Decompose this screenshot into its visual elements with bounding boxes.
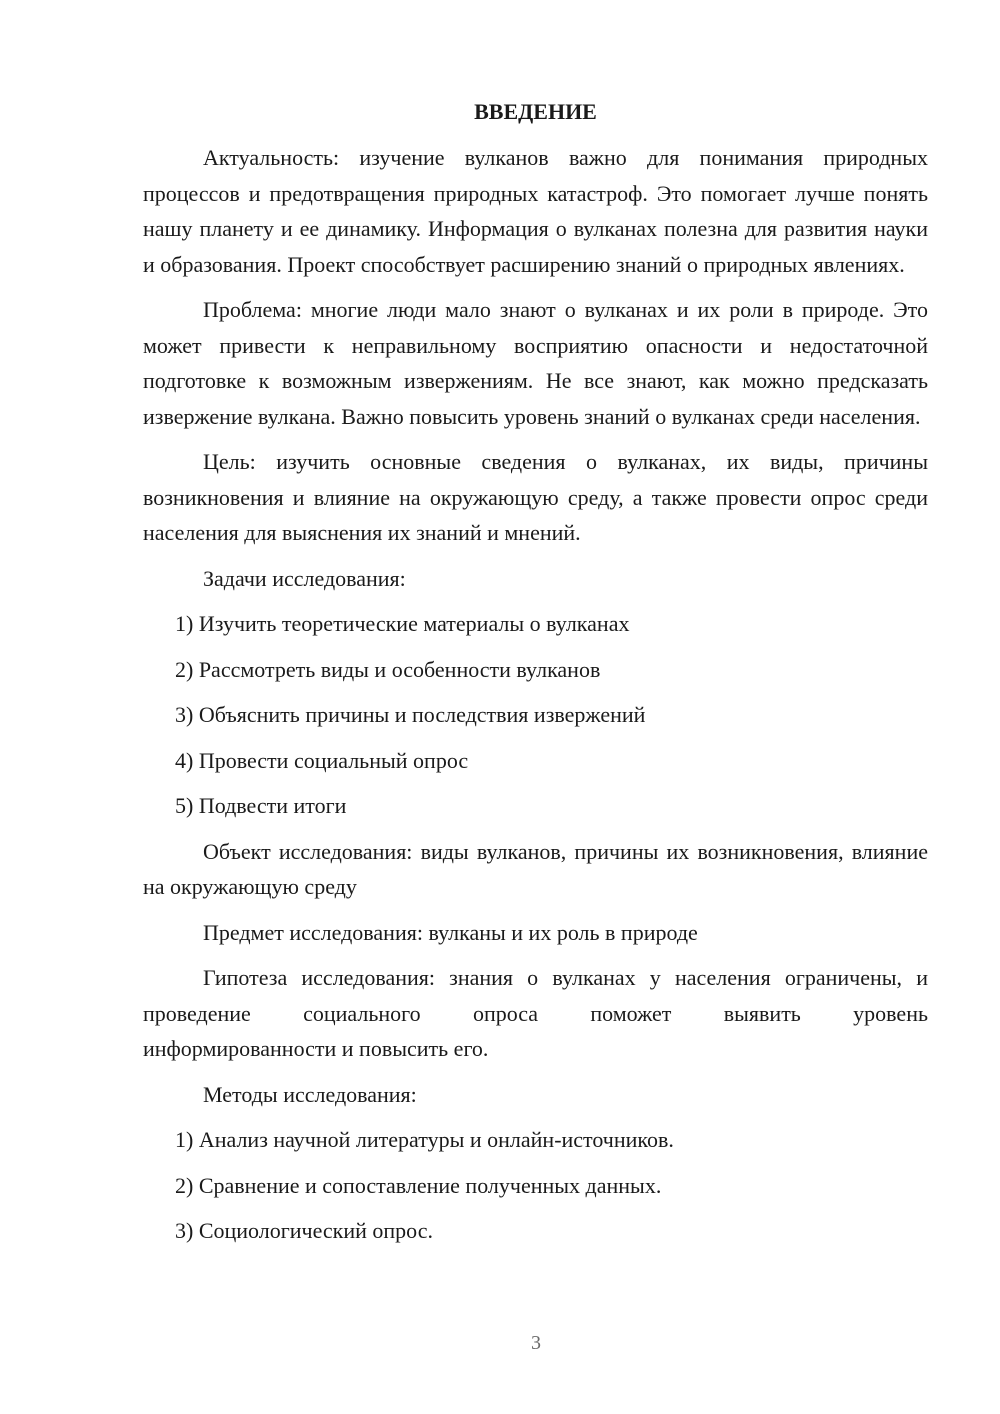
- method-item: 2) Сравнение и сопоставление полученных данных.: [175, 1172, 662, 1198]
- subject-paragraph: Предмет исследования: вулканы и их роль в природе: [203, 919, 698, 945]
- hypothesis-paragraph: [143, 960, 928, 1067]
- method-item: 3) Социологический опрос.: [175, 1218, 433, 1243]
- tasks-list: [143, 606, 928, 824]
- page-content: [143, 96, 928, 1259]
- tasks-heading: Задачи исследования:: [203, 565, 406, 591]
- page-number: 3: [531, 1332, 541, 1354]
- relevance-paragraph: Актуальность: изучение вулканов важно для понимания природных процессов и предотвращения природных катастроф. Это помогает лучше понять нашу планету и ее динамику. Информация о вулканах полезна для развития науки и образования. Проект способствует расширению знаний о природных явлениях.: [143, 145, 928, 277]
- task-item: 4) Провести социальный опрос: [175, 747, 469, 773]
- methods-list: [143, 1122, 928, 1249]
- section-title: ВВЕДЕНИЕ: [474, 99, 597, 124]
- method-item: 1) Анализ научной литературы и онлайн-источников.: [175, 1127, 674, 1152]
- task-item: 3) Объяснить причины и последствия извержений: [175, 702, 646, 727]
- task-item: 5) Подвести итоги: [175, 793, 347, 818]
- task-item: 2) Рассмотреть виды и особенности вулканов: [175, 656, 601, 682]
- hypothesis-text-end: информированности и повысить его.: [143, 1036, 489, 1061]
- hypothesis-text: Гипотеза исследования: знания о вулканах у населения ограничены, и проведение социального опроса поможет выявить уровень: [143, 965, 928, 1026]
- goal-paragraph: Цель: изучить основные сведения о вулканах, их виды, причины возникновения и влияние на окружающую среду, а также провести опрос среди населения для выяснения их знаний и мнений.: [143, 449, 928, 545]
- methods-heading: Методы исследования:: [203, 1081, 417, 1107]
- problem-paragraph: Проблема: многие люди мало знают о вулканах и их роли в природе. Это может привести к неправильному восприятию опасности и недостаточной подготовке к возможным извержениям. Не все знают, как можно предсказать извержение вулкана. Важно повысить уровень знаний о вулканах среди населения.: [143, 297, 928, 429]
- task-item: 1) Изучить теоретические материалы о вулканах: [175, 611, 630, 636]
- object-paragraph: Объект исследования: виды вулканов, причины их возникновения, влияние на окружающую среду: [143, 838, 928, 899]
